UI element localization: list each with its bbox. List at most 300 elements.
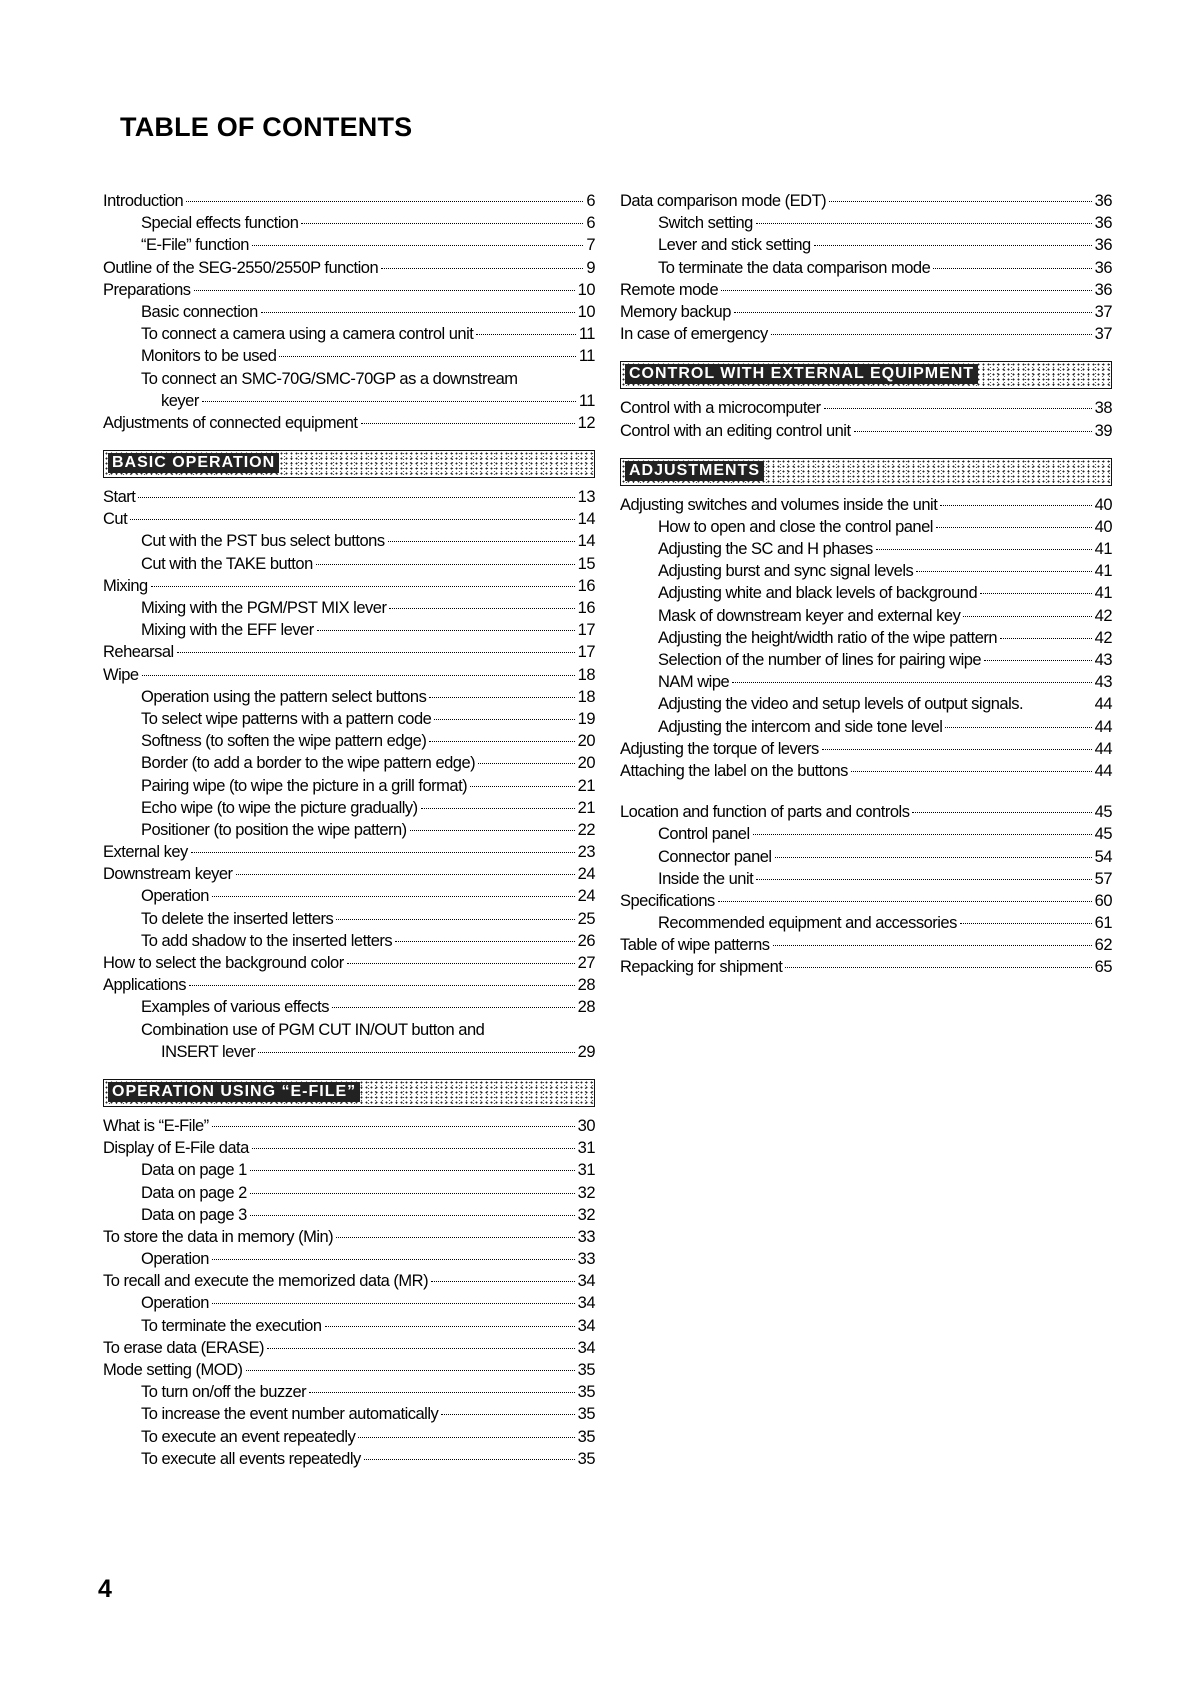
toc-entry-title: Adjusting switches and volumes inside the unit [620,495,938,514]
toc-entry[interactable] [620,760,1112,782]
toc-entry-page: 45 [1094,825,1112,844]
dot-leader [316,564,575,565]
toc-entry[interactable] [103,1337,595,1359]
toc-entry-page: 20 [577,754,595,773]
toc-entry-title: Special effects function [141,214,299,233]
toc-entry-title: To execute an event repeatedly [141,1427,356,1446]
toc-entry[interactable] [103,323,595,345]
toc-entry[interactable] [103,1159,595,1181]
toc-entry-page: 10 [577,302,595,321]
toc-entry[interactable] [620,890,1112,912]
toc-entry-title: What is “E-File” [103,1116,209,1135]
toc-entry-title: Basic connection [141,302,258,321]
toc-entry-page: 37 [1094,325,1112,344]
toc-entry[interactable] [103,752,595,774]
toc-entry-title: Memory backup [620,302,731,321]
dot-leader [916,571,1091,572]
toc-entry-title: Data comparison mode (EDT) [620,192,827,210]
toc-entry-title: Specifications [620,891,715,910]
dot-leader [202,401,576,402]
toc-entry-page: 16 [577,599,595,617]
toc-entry-page: 34 [577,1294,595,1313]
dot-leader [753,834,1092,835]
toc-entry-page: 44 [1094,717,1112,736]
dot-leader [854,431,1092,432]
toc-entry-page: 36 [1094,280,1112,299]
toc-entry-title: “E-File” function [141,236,249,255]
toc-entry-title: Display of E-File data [103,1139,249,1158]
toc-entry-page: 62 [1094,936,1112,955]
toc-entry-title: Adjusting the video and setup levels of output signals. [658,695,1024,714]
toc-entry-page: 28 [577,976,595,995]
toc-entry-page: 36 [1094,192,1112,210]
toc-entry-title: Data on page 3 [141,1205,247,1224]
toc-entry-title: External key [103,843,188,862]
toc-entry-page: 65 [1094,958,1112,977]
toc-entry-title: Lever and stick setting [658,236,811,255]
dot-leader [361,423,575,424]
dot-leader [250,1215,575,1216]
toc-entry[interactable] [103,1270,595,1292]
dot-leader [358,1437,574,1438]
toc-entry-page: 30 [577,1116,595,1135]
dot-leader [212,896,575,897]
toc-entry[interactable] [103,412,595,434]
toc-entry[interactable] [620,627,1112,649]
toc-entry[interactable] [103,345,595,367]
toc-entry-page: 18 [577,665,595,684]
toc-entry[interactable] [103,797,595,819]
dot-leader [963,616,1091,617]
toc-entry-page: 34 [577,1316,595,1335]
toc-entry-page: 33 [577,1250,595,1269]
dot-leader [250,1170,575,1171]
dot-leader [771,334,1092,335]
toc-entry-title: How to select the background color [103,954,344,972]
toc-entry[interactable] [103,1182,595,1204]
toc-entry-title: Downstream keyer [103,865,233,884]
dot-leader [246,1370,575,1371]
toc-entry-page: 61 [1094,914,1112,933]
toc-entry-title: Examples of various effects [141,998,329,1017]
toc-entry[interactable] [103,885,595,907]
toc-entry[interactable] [620,956,1112,978]
toc-entry[interactable] [620,934,1112,956]
toc-entry[interactable] [103,841,595,863]
toc-entry-title: To erase data (ERASE) [103,1338,264,1357]
toc-entry[interactable] [620,582,1112,604]
dot-leader [829,201,1091,202]
toc-entry[interactable] [103,1381,595,1403]
toc-entry-title: Adjusting white and black levels of background [658,584,978,603]
toc-entry-page: 40 [1094,495,1112,514]
toc-entry[interactable] [103,508,595,530]
toc-entry[interactable] [620,190,1112,212]
toc-entry[interactable] [620,301,1112,323]
toc-entry[interactable] [103,1226,595,1248]
toc-entry-page: 21 [577,776,595,795]
toc-entry[interactable] [620,494,1112,516]
dot-leader [191,852,575,853]
toc-entry-title: Operation [141,887,209,906]
toc-entry[interactable] [620,323,1112,345]
toc-entry[interactable] [620,560,1112,582]
toc-entry[interactable] [103,1019,595,1041]
section-header-label: CONTROL WITH EXTERNAL EQUIPMENT [625,364,978,384]
toc-entry-title: To terminate the execution [141,1316,322,1335]
toc-entry[interactable] [103,368,595,390]
toc-entry[interactable] [103,486,595,508]
toc-left-column [103,190,595,1470]
toc-entry[interactable] [620,234,1112,256]
toc-entry-title: Mode setting (MOD) [103,1361,243,1379]
dot-leader [347,963,575,964]
dot-leader [261,312,575,313]
toc-entry-title: To delete the inserted letters [141,909,334,928]
toc-entry-page: 11 [578,347,595,366]
toc-entry[interactable] [620,716,1112,738]
dot-leader [984,660,1092,661]
toc-entry-title: Location and function of parts and controls [620,803,910,822]
toc-entry-title: Repacking for shipment [620,958,783,977]
toc-entry[interactable] [103,1359,595,1381]
toc-entry[interactable] [620,823,1112,845]
section-header-adjustments [620,458,1112,486]
toc-entry[interactable] [103,775,595,797]
toc-entry-page: 24 [577,887,595,906]
toc-entry[interactable] [103,212,595,234]
toc-entry-title: Echo wipe (to wipe the picture gradually) [141,798,418,817]
dot-leader [267,1348,575,1349]
toc-entry[interactable] [103,190,595,212]
toc-entry-title: Outline of the SEG-2550/2550P function [103,258,379,277]
toc-entry-page: 42 [1094,628,1112,647]
toc-entry-title: Mixing [103,576,148,595]
toc-entry-title: Border (to add a border to the wipe pattern edge) [141,754,476,773]
toc-entry-title: Table of wipe patterns [620,936,770,955]
dot-leader [410,830,575,831]
toc-entry-page: 35 [577,1405,595,1424]
toc-entry[interactable] [103,597,595,619]
section-header-label: OPERATION USING “E-FILE” [108,1082,360,1102]
toc-entry-page: 44 [1094,739,1112,758]
toc-entry-page: 16 [577,576,595,595]
toc-entry[interactable] [103,1041,595,1063]
dot-leader [309,1392,574,1393]
toc-entry[interactable] [103,530,595,552]
toc-entry[interactable] [103,664,595,686]
section-header-label: ADJUSTMENTS [625,461,764,481]
page-number: 4 [98,1575,112,1603]
dot-leader [478,763,574,764]
dot-leader [252,1148,575,1149]
dot-leader [912,812,1091,813]
toc-entry[interactable] [620,801,1112,823]
toc-entry-page: 26 [577,931,595,950]
section-header-label: BASIC OPERATION [108,453,279,473]
toc-entry-page: 11 [578,391,595,410]
toc-entry-title: In case of emergency [620,325,768,344]
dot-leader [332,1007,575,1008]
toc-entry-page: 28 [577,998,595,1017]
dot-leader [177,652,575,653]
toc-entry-page: 35 [577,1361,595,1379]
toc-entry[interactable] [103,390,595,412]
toc-entry-page: 36 [1094,214,1112,233]
toc-entry[interactable] [103,257,595,279]
toc-entry[interactable] [620,738,1112,760]
toc-entry[interactable] [620,420,1112,442]
toc-entry-page: 22 [577,820,595,839]
toc-entry-page: 35 [577,1449,595,1468]
toc-entry-page: 35 [577,1427,595,1446]
toc-entry[interactable] [103,1292,595,1314]
toc-entry[interactable] [620,397,1112,419]
toc-entry-title: Adjusting the height/width ratio of the wipe pattern [658,628,998,647]
toc-entry-page: 44 [1094,695,1112,714]
dot-leader [785,967,1091,968]
toc-entry-page: 36 [1094,236,1112,255]
dot-leader [250,1193,575,1194]
toc-entry-title: Selection of the number of lines for pairing wipe [658,651,982,669]
dot-leader [381,268,583,269]
toc-entry[interactable] [103,1426,595,1448]
toc-entry[interactable] [620,279,1112,301]
toc-entry-title: To connect an SMC-70G/SMC-70GP as a downstream [141,369,518,388]
toc-entry-title: Connector panel [658,847,772,866]
dot-leader [252,245,583,246]
toc-entry[interactable] [103,1137,595,1159]
toc-entry-page: 33 [577,1227,595,1246]
toc-entry-title: Cut [103,510,128,529]
toc-entry-page: 34 [577,1272,595,1291]
toc-entry-title: Recommended equipment and accessories [658,914,957,933]
toc-entry[interactable] [620,671,1112,693]
toc-entry[interactable] [103,1403,595,1425]
toc-entry-page: 12 [577,413,595,432]
section-header-operation-using-e-file [103,1079,595,1107]
toc-entry[interactable] [103,708,595,730]
toc-entry-title: Combination use of PGM CUT IN/OUT button and [141,1020,485,1039]
toc-entry[interactable] [103,1115,595,1137]
toc-entry-title: To connect a camera using a camera control unit [141,325,474,344]
dot-leader [336,1237,574,1238]
toc-entry[interactable] [103,1204,595,1226]
toc-entry-page: 43 [1094,651,1112,669]
section-header-basic-operation [103,450,595,478]
dot-leader [364,1459,575,1460]
section-header-control-with-external-equipment [620,361,1112,389]
dot-leader [851,771,1092,772]
toc-right-column [620,190,1112,979]
toc-entry-page: 37 [1094,302,1112,321]
toc-entry[interactable] [103,301,595,323]
dot-leader [186,201,583,202]
toc-entry[interactable] [103,952,595,974]
dot-leader [138,497,574,498]
toc-entry-page: 43 [1094,673,1112,692]
toc-entry-page: 29 [577,1042,595,1061]
toc-entry-title: Control with an editing control unit [620,421,851,440]
toc-entry[interactable] [103,686,595,708]
toc-entry-title: Preparations [103,280,191,299]
toc-entry-title: Start [103,488,136,507]
toc-entry-page: 36 [1094,258,1112,277]
toc-entry-page: 57 [1094,869,1112,888]
dot-leader [395,941,574,942]
toc-entry-title: To store the data in memory (Min) [103,1227,334,1246]
toc-entry-page: 9 [586,258,595,277]
toc-entry-title: Control with a microcomputer [620,399,821,418]
dot-leader [960,923,1092,924]
dot-leader [756,223,1092,224]
toc-entry[interactable] [103,1248,595,1270]
toc-entry[interactable] [103,1315,595,1337]
toc-entry-page: 6 [586,192,595,210]
toc-entry-title: Adjustments of connected equipment [103,413,358,432]
toc-entry[interactable] [103,575,595,597]
toc-entry[interactable] [620,605,1112,627]
dot-leader [301,223,583,224]
toc-entry-page: 18 [577,687,595,706]
dot-leader [236,874,575,875]
toc-entry[interactable] [103,996,595,1018]
toc-entry[interactable] [620,868,1112,890]
toc-entry[interactable] [620,649,1112,671]
dot-leader [389,608,574,609]
toc-entry-title: NAM wipe [658,673,730,692]
toc-entry-title: Wipe [103,665,139,684]
dot-leader [980,593,1092,594]
toc-entry-title: Adjusting the SC and H phases [658,540,873,559]
dot-leader [421,808,575,809]
dot-leader [476,334,576,335]
toc-entry-page: 19 [577,709,595,728]
toc-entry-title: To select wipe patterns with a pattern code [141,709,432,728]
toc-entry-page: 40 [1094,517,1112,536]
toc-entry-title: How to open and close the control panel [658,517,933,536]
dot-leader [936,527,1092,528]
toc-entry[interactable] [103,819,595,841]
dot-leader [721,290,1092,291]
toc-entry-page: 27 [577,954,595,972]
toc-entry-page: 21 [577,798,595,817]
toc-entry-title: INSERT lever [161,1042,256,1061]
toc-entry-title: Applications [103,976,186,995]
toc-entry-page: 17 [577,621,595,640]
toc-entry-page: 41 [1094,584,1112,603]
toc-entry[interactable] [103,553,595,575]
toc-entry-page: 7 [586,236,595,255]
toc-entry[interactable] [620,257,1112,279]
toc-entry-title: Attaching the label on the buttons [620,761,848,780]
toc-entry[interactable] [103,930,595,952]
toc-entry-title: Rehearsal [103,643,174,662]
toc-entry-title: To add shadow to the inserted letters [141,931,393,950]
toc-entry[interactable] [103,730,595,752]
toc-entry-title: To turn on/off the buzzer [141,1383,307,1402]
dot-leader [933,268,1091,269]
dot-leader [429,697,574,698]
toc-entry[interactable] [103,908,595,930]
toc-entry-page: 31 [577,1161,595,1180]
toc-entry-title: Mask of downstream keyer and external key [658,606,961,625]
toc-entry[interactable] [620,912,1112,934]
toc-entry[interactable] [103,619,595,641]
toc-entry-title: Control panel [658,825,750,844]
dot-leader [336,919,574,920]
toc-entry[interactable] [620,516,1112,538]
toc-entry-page: 31 [577,1139,595,1158]
toc-entry-title: Operation [141,1250,209,1269]
toc-entry-title: To execute all events repeatedly [141,1449,361,1468]
dot-leader [1000,638,1092,639]
toc-entry[interactable] [620,538,1112,560]
toc-entry[interactable] [103,1448,595,1470]
dot-leader [945,727,1091,728]
dot-leader [388,541,575,542]
dot-leader [189,985,575,986]
toc-entry[interactable] [103,863,595,885]
dot-leader [773,945,1092,946]
toc-entry[interactable] [620,693,1112,715]
toc-entry[interactable] [620,212,1112,234]
toc-entry-title: Mixing with the PGM/PST MIX lever [141,599,387,617]
toc-entry-page: 23 [577,843,595,862]
dot-leader [212,1303,575,1304]
toc-entry[interactable] [103,234,595,256]
toc-entry[interactable] [620,846,1112,868]
toc-entry-page: 11 [578,325,595,344]
toc-entry-title: Inside the unit [658,869,754,888]
toc-entry-page: 20 [577,732,595,751]
toc-entry[interactable] [103,279,595,301]
toc-entry-title: Monitors to be used [141,347,277,366]
dot-leader [876,549,1092,550]
toc-entry-title: Data on page 2 [141,1183,247,1202]
toc-entry[interactable] [103,974,595,996]
toc-entry-page: 32 [577,1183,595,1202]
toc-entry-page: 54 [1094,847,1112,866]
toc-entry-page: 25 [577,909,595,928]
dot-leader [940,505,1091,506]
toc-entry-page: 42 [1094,606,1112,625]
dot-leader [212,1126,575,1127]
toc-entry-title: Data on page 1 [141,1161,247,1180]
toc-entry-page: 45 [1094,803,1112,822]
toc-entry-title: Operation using the pattern select buttons [141,687,427,706]
toc-entry-page: 24 [577,865,595,884]
toc-entry-page: 35 [577,1383,595,1402]
dot-leader [470,786,574,787]
dot-leader [775,857,1092,858]
toc-entry-page: 17 [577,643,595,662]
toc-entry-title: To increase the event number automatically [141,1405,439,1424]
toc-entry-title: Adjusting the torque of levers [620,739,819,758]
dot-leader [212,1259,575,1260]
dot-leader [718,901,1092,902]
toc-entry-title: Cut with the TAKE button [141,554,313,573]
toc-entry-page: 41 [1094,562,1112,581]
dot-leader [258,1052,574,1053]
spacer [620,782,1112,801]
toc-entry-title: To terminate the data comparison mode [658,258,931,277]
toc-entry-page: 38 [1094,399,1112,418]
toc-entry[interactable] [103,641,595,663]
dot-leader [434,719,574,720]
toc-entry-page: 6 [586,214,595,233]
toc-entry-title: keyer [161,391,199,410]
